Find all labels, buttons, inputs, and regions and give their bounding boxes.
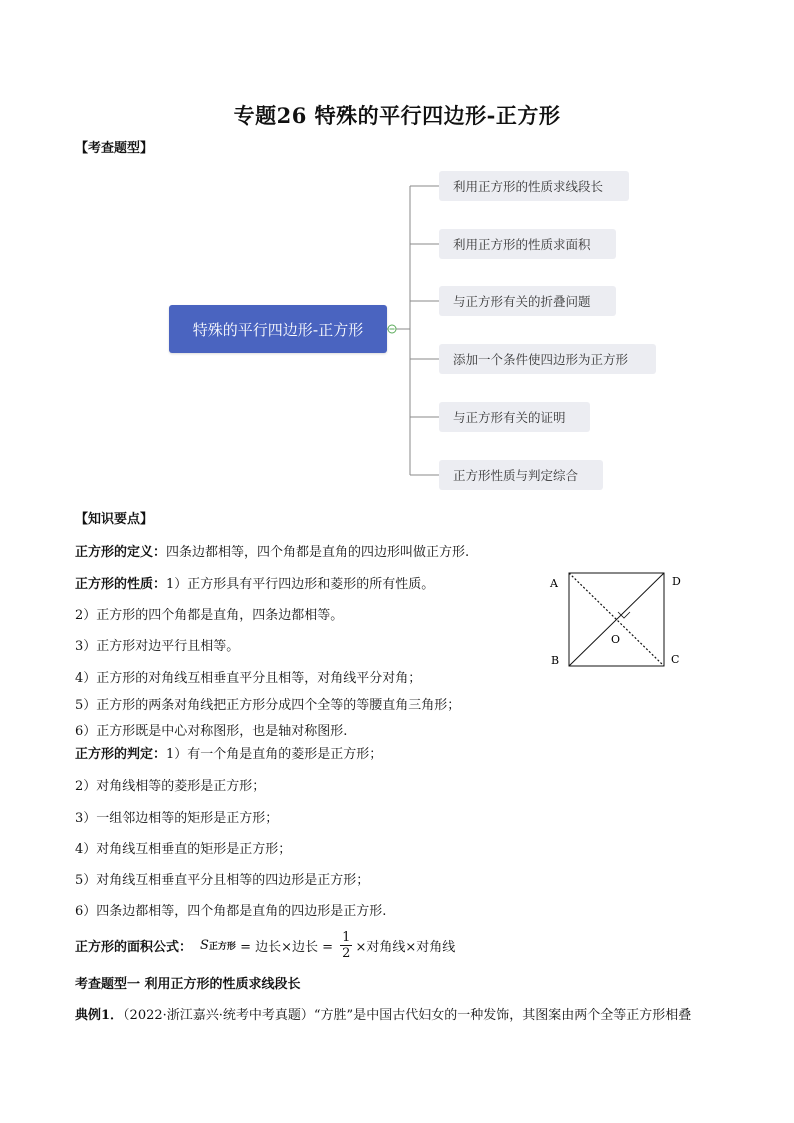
mindmap-branch-3[interactable]: 与正方形有关的折叠问题	[439, 286, 616, 316]
judgement-5: 5）对角线互相垂直平分且相等的四边形是正方形；	[75, 873, 370, 888]
area-formula-label: 正方形的面积公式：	[75, 939, 193, 955]
mindmap-branch-2[interactable]: 利用正方形的性质求面积	[439, 229, 616, 259]
area-fraction	[340, 930, 352, 961]
page-title: 专题26 特殊的平行四边形-正方形	[233, 103, 561, 128]
vertex-b-label: B	[551, 654, 560, 667]
judgement-line-1	[75, 743, 382, 762]
area-subscript: 正方形	[208, 941, 236, 952]
mindmap-connectors	[380, 170, 440, 490]
judgement-1: 1）有一个角是直角的菱形是正方形；	[166, 747, 383, 762]
example-label: 典例1．	[75, 1008, 124, 1023]
vertex-a-label: A	[550, 577, 558, 590]
vertex-d-label: D	[672, 575, 681, 588]
definition-text: 四条边都相等，四个角都是直角的四边形叫做正方形.	[166, 545, 470, 560]
property-1: 1）正方形具有平行四边形和菱形的所有性质。	[166, 577, 435, 592]
fraction-numerator: 1	[342, 929, 351, 945]
exam-types-heading: 【考查题型】	[75, 141, 154, 156]
mindmap-branch-5[interactable]: 与正方形有关的证明	[439, 402, 590, 432]
mindmap-branch-4[interactable]: 添加一个条件使四边形为正方形	[439, 344, 656, 374]
example-text: （2022·浙江嘉兴·统考中考真题）“方胜”是中国古代妇女的一种发饰，其图案由两个全等正方形相叠	[123, 1008, 692, 1023]
vertex-c-label: C	[671, 653, 680, 666]
property-5: 5）正方形的两条对角线把正方形分成四个全等的等腰直角三角形；	[75, 698, 461, 713]
properties-line-1	[75, 573, 434, 592]
type-one-heading: 考查题型一 利用正方形的性质求线段长	[75, 977, 301, 992]
right-angle-mark	[618, 612, 630, 618]
mindmap-branch-1[interactable]: 利用正方形的性质求线段长	[439, 171, 629, 201]
judgement-6: 6）四条边都相等，四个角都是直角的四边形是正方形.	[75, 904, 387, 919]
square-diagram	[545, 565, 695, 675]
judgement-3: 3）一组邻边相等的矩形是正方形；	[75, 811, 279, 826]
area-symbol: S	[200, 937, 209, 953]
definition-line	[75, 541, 469, 560]
area-formula	[75, 928, 455, 962]
property-2: 2）正方形的四个角都是直角，四条边都相等。	[75, 608, 344, 623]
judgement-4: 4）对角线互相垂直的矩形是正方形；	[75, 842, 292, 857]
judgement-label: 正方形的判定：	[75, 747, 167, 762]
judgement-2: 2）对角线相等的菱形是正方形；	[75, 779, 266, 794]
property-4: 4）正方形的对角线互相垂直平分且相等，对角线平分对角；	[75, 671, 422, 686]
center-o-label: O	[611, 633, 621, 646]
property-3: 3）正方形对边平行且相等。	[75, 639, 240, 654]
fraction-denominator: 2	[342, 945, 351, 961]
properties-label: 正方形的性质：	[75, 577, 167, 592]
mindmap-root-node[interactable]: 特殊的平行四边形-正方形	[169, 305, 387, 353]
definition-label: 正方形的定义：	[75, 545, 167, 560]
property-6: 6）正方形既是中心对称图形，也是轴对称图形.	[75, 724, 348, 739]
mindmap-branch-6[interactable]: 正方形性质与判定综合	[439, 460, 603, 490]
area-part-2: ×对角线×对角线	[355, 939, 456, 955]
area-part-1: = 边长×边长 =	[235, 939, 338, 955]
knowledge-heading: 【知识要点】	[75, 512, 154, 527]
example-line	[75, 1004, 691, 1023]
